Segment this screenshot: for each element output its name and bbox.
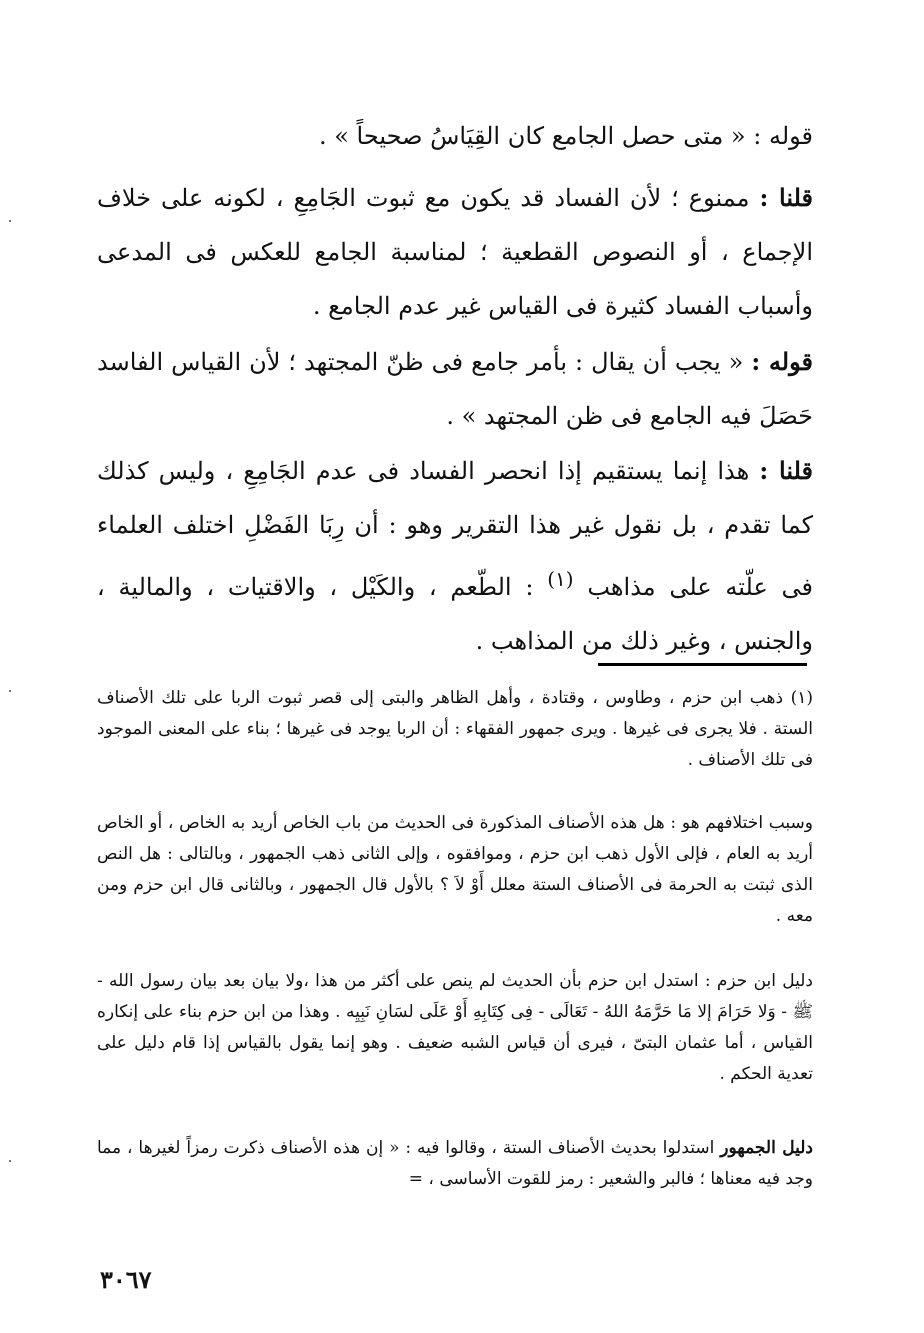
paragraph-qulna-2 bbox=[97, 444, 813, 668]
paragraph-body: ممنوع ؛ لأن الفساد قد يكون مع ثبوت الجَامِعِ ، لكونه على خلاف الإجماع ، أو النصوص القطعية ؛ لمناسبة الجامع للعكس فى المدعى وأسباب الفساد كثيرة فى القياس غير عدم الجامع . bbox=[97, 184, 813, 320]
paragraph-lead: قلنا : bbox=[759, 456, 814, 485]
scan-mark bbox=[9, 690, 11, 692]
footnote-reference: (١) bbox=[547, 567, 574, 591]
paragraph-text bbox=[97, 335, 813, 443]
paragraph-body: « يجب أن يقال : بأمر جامع فى ظنّ المجتهد ؛ لأن القياس الفاسد حَصَلَ فيه الجامع فى ظن المجتهد » . bbox=[97, 348, 813, 430]
paragraph-lead: قوله : bbox=[751, 347, 813, 376]
footnote-1: (١) ذهب ابن حزم ، وطاوس ، وقتادة ، وأهل الظاهر والبتى إلى قصر ثبوت الربا على تلك الأصناف الستة . فلا يجرى فى غيرها . ويرى جمهور الفقهاء : أن الربا يوجد فى غيرها ؛ بناء على المعنى الموجود فى تلك الأصناف . bbox=[97, 688, 813, 770]
paragraph-qulna-1 bbox=[97, 171, 813, 333]
footnote-paragraph-jumhur bbox=[97, 1133, 813, 1195]
page-number: ٣٠٦٧ bbox=[100, 1265, 152, 1294]
paragraph-text: قوله : « متى حصل الجامع كان القِيَاسُ صحيحاً » . bbox=[318, 122, 813, 150]
paragraph-qawluhu-2 bbox=[97, 335, 813, 443]
footnote-divider bbox=[598, 663, 807, 666]
paragraph-body: هذا إنما يستقيم إذا انحصر الفساد فى عدم الجَامِعِ ، وليس كذلك كما تقدم ، بل نقول غير هذا التقرير وهو : أن رِبَا الفَضْلِ اختلف العلماء فى علّته على مذاهب bbox=[97, 457, 813, 601]
footnote-lead: دليل الجمهور bbox=[720, 1138, 813, 1158]
paragraph-lead: قلنا : bbox=[759, 183, 813, 212]
scan-mark bbox=[9, 1160, 11, 1162]
footnote-paragraph-ibn-hazm: دليل ابن حزم : استدل ابن حزم بأن الحديث لم ينص على أكثر من هذا ،ولا بيان بعد بيان رسول الله - ﷺ - وَلا حَرَامَ إلا مَا حَرَّمَهُ اللهُ - تَعَالَى - فِى كِتَابِهِ أَوْ عَلَى لسَانِ نَبِيِه . وهذا من ابن حزم بناء على إنكاره القياس ، أما عثمان البتىّ ، فيرى أن قياس الشبه ضعيف . وهو إنما يقول بالقياس إذا قام دليل على تعدية الحكم . bbox=[97, 971, 813, 1084]
scan-mark bbox=[9, 220, 11, 222]
paragraph-body: : الطّعم ، والكَيْل ، والاقتيات ، والمالية ، والجنس ، وغير ذلك من المذاهب . bbox=[97, 573, 813, 655]
footnote-paragraph-reason: وسبب اختلافهم هو : هل هذه الأصناف المذكورة فى الحديث من باب الخاص أريد به الخاص ، أو الخاص أريد به العام ، فإلى الأول ذهب ابن حزم ، وموافقوه ، وإلى الثانى ذهب الجمهور ، وبالتالى : هل النص الذى ثبتت به الحرمة فى الأصناف الستة معلل أَوْ لاَ ؟ بالأول قال الجمهور ، وبالثانى قال ابن حزم ومن معه . bbox=[97, 813, 813, 926]
paragraph-text bbox=[97, 444, 813, 668]
paragraph-text bbox=[97, 171, 813, 333]
footnote-body: استدلوا بحديث الأصناف الستة ، وقالوا فيه : « إن هذه الأصناف ذكرت رمزاً لغيرها ، مما وجد فيه معناها ؛ فالبر والشعير : رمز للقوت الأساسى ، = bbox=[97, 1138, 813, 1189]
paragraph-qawluhu-1 bbox=[97, 109, 813, 163]
